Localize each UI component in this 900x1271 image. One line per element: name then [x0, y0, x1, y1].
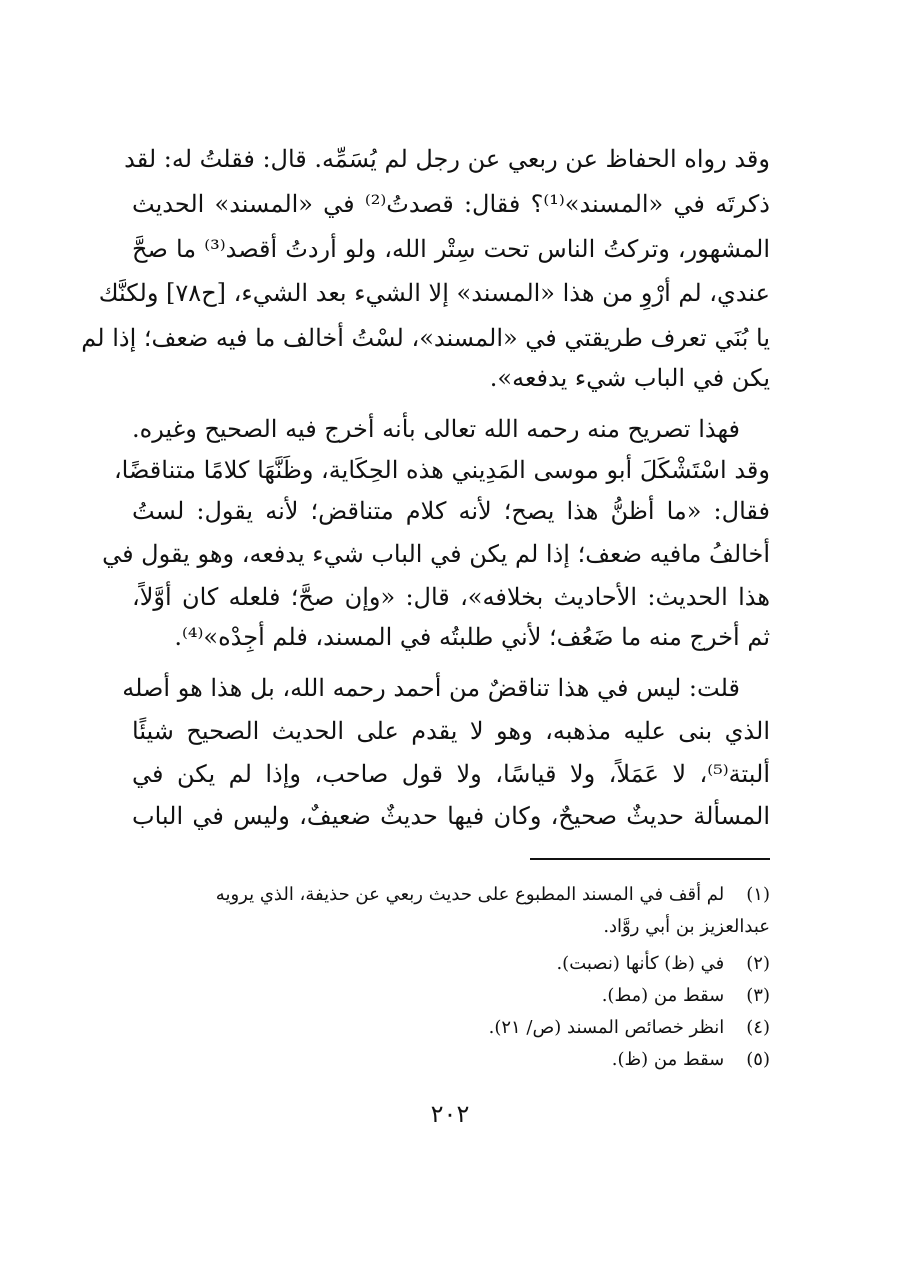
body-line: فقال: «ما أظنُّ هذا يصح؛ لأنه كلام متناقض؛ لأنه يقول: لستُ	[132, 497, 770, 525]
body-line: عندي، لم أرْوِ من هذا «المسند» إلا الشيء بعد الشيء، [ح٧٨] ولكنَّك	[98, 279, 770, 307]
footnote-text: في (ظ) كأنها (نصبت).	[556, 953, 725, 974]
body-line: المشهور، وتركتُ الناس تحت سِتْر الله، ولو أردتُ أقصد⁽³⁾ ما صحَّ	[132, 235, 770, 263]
footnote-continuation	[603, 912, 770, 942]
footnote-text: سقط من (مط).	[601, 985, 725, 1006]
footnote-number: (١)	[746, 884, 770, 905]
body-line: يكن في الباب شيء يدفعه».	[489, 364, 770, 392]
footnote-text: لم أقف في المسند المطبوع على حديث ربعي عن حذيفة، الذي يرويه	[215, 884, 725, 905]
body-line: ثم أخرج منه ما ضَعُف؛ لأني طلبتُه في المسند، فلم أجِدْه»⁽⁴⁾.	[174, 623, 770, 651]
footnote-text: انظر خصائص المسند (ص/ ٢١).	[488, 1017, 725, 1038]
footnote-text: عبدالعزيز بن أبي روَّاد.	[603, 916, 770, 937]
footnote	[132, 880, 770, 910]
footnote-number: (٢)	[746, 953, 770, 974]
body-line: يا بُنَي تعرف طريقتي في «المسند»، لسْتُ أخالف ما فيه ضعف؛ إذا لم	[81, 324, 770, 352]
body-line: قلت: ليس في هذا تناقضٌ من أحمد رحمه الله، بل هذا هو أصله	[122, 674, 740, 702]
body-line: هذا الحديث: الأحاديث بخلافه»، قال: «وإن صحَّ؛ فلعله كان أوَّلاً،	[132, 583, 771, 611]
footnote	[132, 949, 770, 979]
body-line: ألبتة⁽⁵⁾، لا عَمَلاً، ولا قياسًا، ولا قول صاحب، وإذا لم يكن في	[132, 760, 771, 788]
footnote	[132, 1045, 770, 1075]
footnote-divider	[530, 858, 770, 860]
body-line: ذكرتَه في «المسند»⁽¹⁾؟ فقال: قصدتُ⁽²⁾ في «المسند» الحديث	[132, 190, 770, 218]
footnote-number: (٥)	[746, 1049, 770, 1070]
footnote	[132, 1013, 770, 1043]
body-line: وقد اسْتَشْكَلَ أبو موسى المَدِيني هذه الحِكَاية، وظَنَّهَا كلامًا متناقضًا،	[113, 456, 770, 484]
body-line: وقد رواه الحفاظ عن ربعي عن رجل لم يُسَمِّه. قال: فقلتُ له: لقد	[124, 145, 770, 173]
footnote-text: سقط من (ظ).	[611, 1049, 725, 1070]
body-line: المسألة حديثٌ صحيحٌ، وكان فيها حديثٌ ضعيفٌ، وليس في الباب	[132, 802, 770, 830]
footnote	[132, 981, 770, 1011]
page-number: ٢٠٢	[430, 1100, 470, 1128]
body-line: أخالفُ مافيه ضعف؛ إذا لم يكن في الباب شيء يدفعه، وهو يقول في	[102, 540, 770, 568]
footnote-number: (٤)	[746, 1017, 770, 1038]
body-line: الذي بنى عليه مذهبه، وهو لا يقدم على الحديث الصحيح شيئًا	[132, 717, 770, 745]
footnote-number: (٣)	[746, 985, 770, 1006]
body-line: فهذا تصريح منه رحمه الله تعالى بأنه أخرج فيه الصحيح وغيره.	[131, 415, 740, 443]
